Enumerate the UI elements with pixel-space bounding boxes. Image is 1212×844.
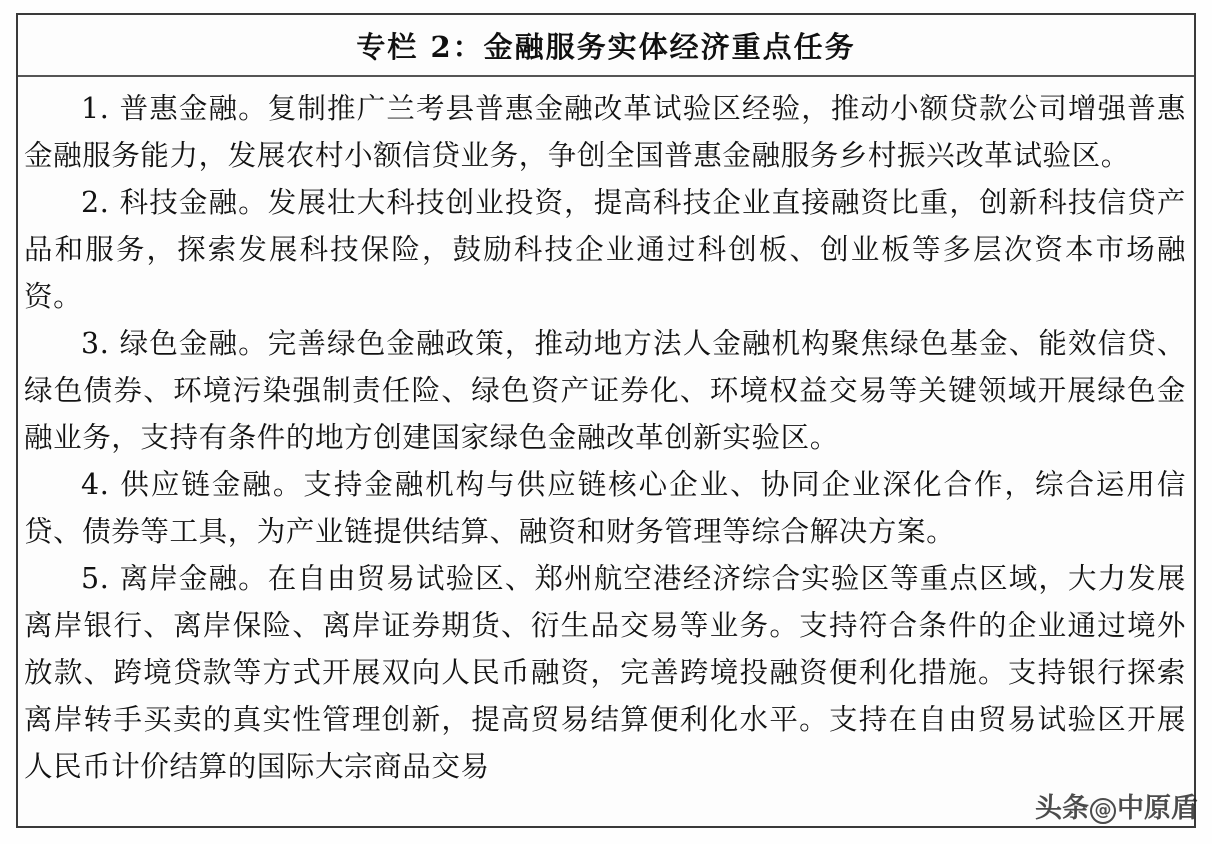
list-item: 4. 供应链金融。支持金融机构与供应链核心企业、协同企业深化合作，综合运用信贷、债券等工具，为产业链提供结算、融资和财务管理等综合解决方案。 (24, 468, 1186, 548)
list-item: 2. 科技金融。发展壮大科技创业投资，提高科技企业直接融资比重，创新科技信贷产品和服务，探索发展科技保险，鼓励科技企业通过科创板、创业板等多层次资本市场融资。 (24, 186, 1186, 313)
callout-box (16, 13, 1196, 828)
watermark-at-icon: @ (1090, 798, 1116, 824)
list-item: 3. 绿色金融。完善绿色金融政策，推动地方法人金融机构聚焦绿色基金、能效信贷、绿色债券、环境污染强制责任险、绿色资产证券化、环境权益交易等关键领域开展绿色金融业务，支持有条件的地方创建国家绿色金融改革创新实验区。 (24, 327, 1186, 454)
list-item: 5. 离岸金融。在自由贸易试验区、郑州航空港经济综合实验区等重点区域，大力发展离岸银行、离岸保险、离岸证券期货、衍生品交易等业务。支持符合条件的企业通过境外放款、跨境贷款等方式开展双向人民币融资，完善跨境投融资便利化措施。支持银行探索离岸转手买卖的真实性管理创新，提高贸易结算便利化水平。支持在自由贸易试验区开展人民币计价结算的国际大宗商品交易 (24, 562, 1186, 783)
list-item: 1. 普惠金融。复制推广兰考县普惠金融改革试验区经验，推动小额贷款公司增强普惠金融服务能力，发展农村小额信贷业务，争创全国普惠金融服务乡村振兴改革试验区。 (24, 92, 1186, 172)
callout-body (18, 77, 1194, 826)
callout-title: 专栏 2：金融服务实体经济重点任务 (356, 29, 856, 64)
watermark-name: 中原盾 (1117, 793, 1198, 824)
watermark-prefix: 头条 (1035, 793, 1089, 824)
callout-title-row (18, 15, 1194, 77)
